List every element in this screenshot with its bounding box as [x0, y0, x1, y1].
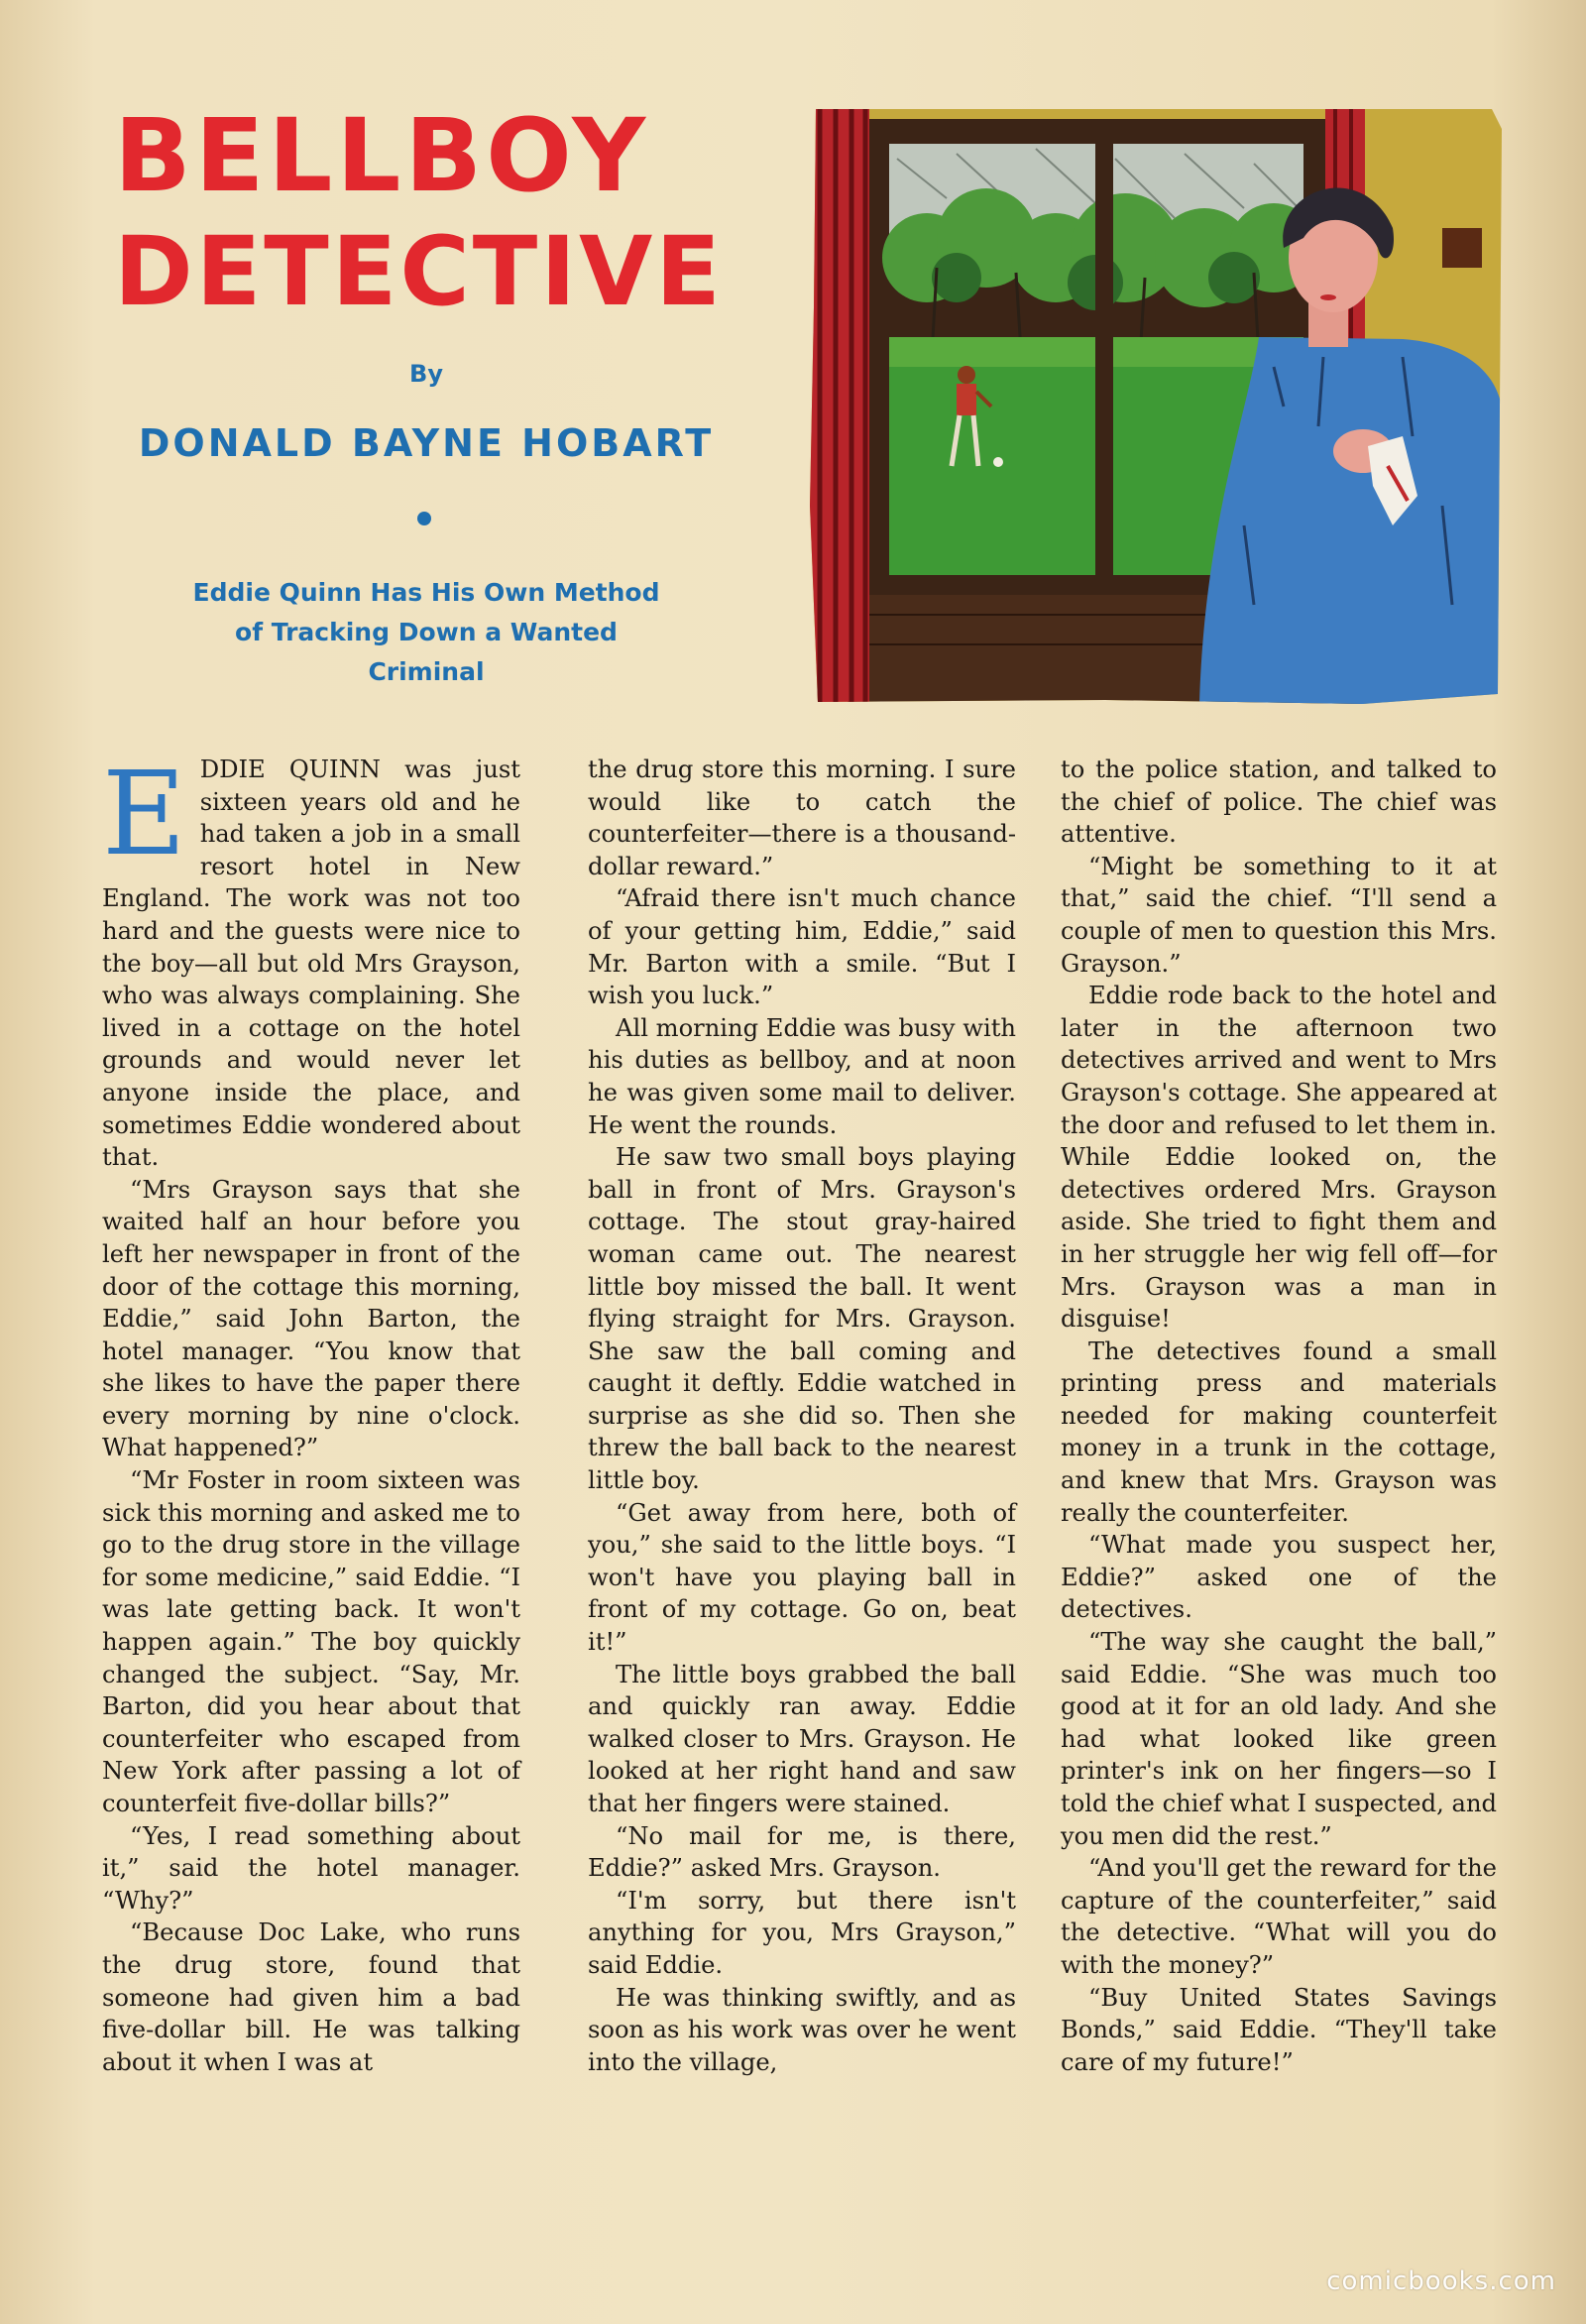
story-paragraph: “What made you suspect her, Eddie?” asked one of the detectives.	[1061, 1531, 1497, 1624]
drop-cap: E	[102, 748, 186, 881]
story-paragraph: He was thinking swiftly, and as soon as his work was over he went into the village,	[588, 1983, 1016, 2076]
tagline-line-1: Eddie Quinn Has His Own Method	[192, 578, 660, 607]
story-paragraph: EDDIE QUINN was just sixteen years old and he had taken a job in a small resort hotel in New England. The work was not too hard and the guests were nice to the boy—all but old Mrs Grayson, who was always complaining. She lived in a cottage on the hotel grounds and would never let anyone inside the place, and sometimes Eddie wondered about that.	[102, 748, 520, 1172]
story-paragraph: The detectives found a small printing press and materials needed for making counterfeit money in a trunk in the cottage, and knew that Mrs. Grayson was really the counterfeiter.	[1061, 1336, 1497, 1527]
byline: By	[409, 360, 443, 388]
tagline-line-3: Criminal	[368, 657, 485, 686]
story-paragraph: “I'm sorry, but there isn't anything for you, Mrs Grayson,” said Eddie.	[588, 1886, 1016, 1979]
story-paragraph: “No mail for me, is there, Eddie?” asked Mrs. Grayson.	[588, 1821, 1016, 1883]
tagline-line-2: of Tracking Down a Wanted	[235, 618, 618, 646]
story-paragraph: He saw two small boys playing ball in front of Mrs. Grayson's cottage. The stout gray-haired woman came out. The nearest little boy missed the ball. It went flying straight for Mrs. Grayson. She saw the ball coming and caught it deftly. Eddie watched in surprise as she did so. Then she threw the ball back to the nearest little boy.	[588, 1143, 1016, 1495]
story-paragraph: “Mr Foster in room sixteen was sick this morning and asked me to go to the drug store in the village for some medicine,” said Eddie. “I was late getting back. It won't happen again.” The boy quickly changed the subject. “Say, Mr. Barton, did you hear about that counterfeiter who escaped from New York after passing a lot of counterfeit five-dollar bills?”	[102, 1466, 520, 1817]
story-paragraph: “Afraid there isn't much chance of your getting him, Eddie,” said Mr. Barton with a smile. “But I wish you luck.”	[588, 884, 1016, 1010]
story-paragraph: “And you'll get the reward for the capture of the counterfeiter,” said the detective. “What will you do with the money?”	[1061, 1854, 1497, 1979]
title-line-1: BELLBOY	[114, 97, 650, 215]
story-title	[114, 97, 724, 329]
divider-dot	[417, 512, 431, 525]
author-name: DONALD BAYNE HOBART	[138, 421, 715, 465]
story-paragraph: All morning Eddie was busy with his duties as bellboy, and at noon he was given some mail to deliver. He went the rounds.	[588, 1013, 1016, 1139]
story-column-3	[1061, 754, 1497, 2241]
story-paragraph: Eddie rode back to the hotel and later in the afternoon two detectives arrived and went to Mrs Grayson's cottage. She appeared at the door and refused to let them in. While Eddie looked on, the detectives ordered Mrs. Grayson aside. She tried to fight them and in her struggle her wig fell off—for Mrs. Grayson was a man in disguise!	[1061, 982, 1497, 1334]
source-watermark: comicbooks.com	[1326, 2266, 1556, 2296]
story-column-1	[102, 748, 520, 2241]
story-paragraph: “Yes, I read something about it,” said the hotel manager. “Why?”	[102, 1821, 520, 1915]
story-tagline	[99, 573, 753, 692]
story-paragraph: to the police station, and talked to the chief of police. The chief was attentive.	[1061, 755, 1497, 849]
story-paragraph: “Mrs Grayson says that she waited half an hour before you left her newspaper in front of the door of the cottage this morning, Eddie,” said John Barton, the hotel manager. “You know that she likes to have the paper there every morning by nine o'clock. What happened?”	[102, 1175, 520, 1462]
title-line-2: DETECTIVE	[114, 216, 724, 327]
story-paragraph: “Buy United States Savings Bonds,” said Eddie. “They'll take care of my future!”	[1061, 1983, 1497, 2076]
story-paragraph: “Because Doc Lake, who runs the drug store, found that someone had given him a bad five-dollar bill. He was talking about it when I was at	[102, 1918, 520, 2076]
story-paragraph: “Get away from here, both of you,” she said to the little boys. “I won't have you playing ball in front of my cottage. Go on, beat it!”	[588, 1498, 1016, 1657]
story-paragraph: the drug store this morning. I sure would like to catch the counterfeiter—there is a thousand-dollar reward.”	[588, 755, 1016, 880]
story-column-2	[588, 754, 1016, 2241]
story-paragraph: The little boys grabbed the ball and quickly ran away. Eddie walked closer to Mrs. Grayson. He looked at her right hand and saw that her fingers were stained.	[588, 1660, 1016, 1817]
story-paragraph: “The way she caught the ball,” said Eddie. “She was much too good at it for an old lady. And she had what looked like green printer's ink on her fingers—so I told the chief what I suspected, and you men did the rest.”	[1061, 1628, 1497, 1850]
story-paragraph: “Might be something to it at that,” said the chief. “I'll send a couple of men to question this Mrs. Grayson.”	[1061, 852, 1497, 978]
illustration-woman-at-window-icon	[808, 109, 1502, 704]
